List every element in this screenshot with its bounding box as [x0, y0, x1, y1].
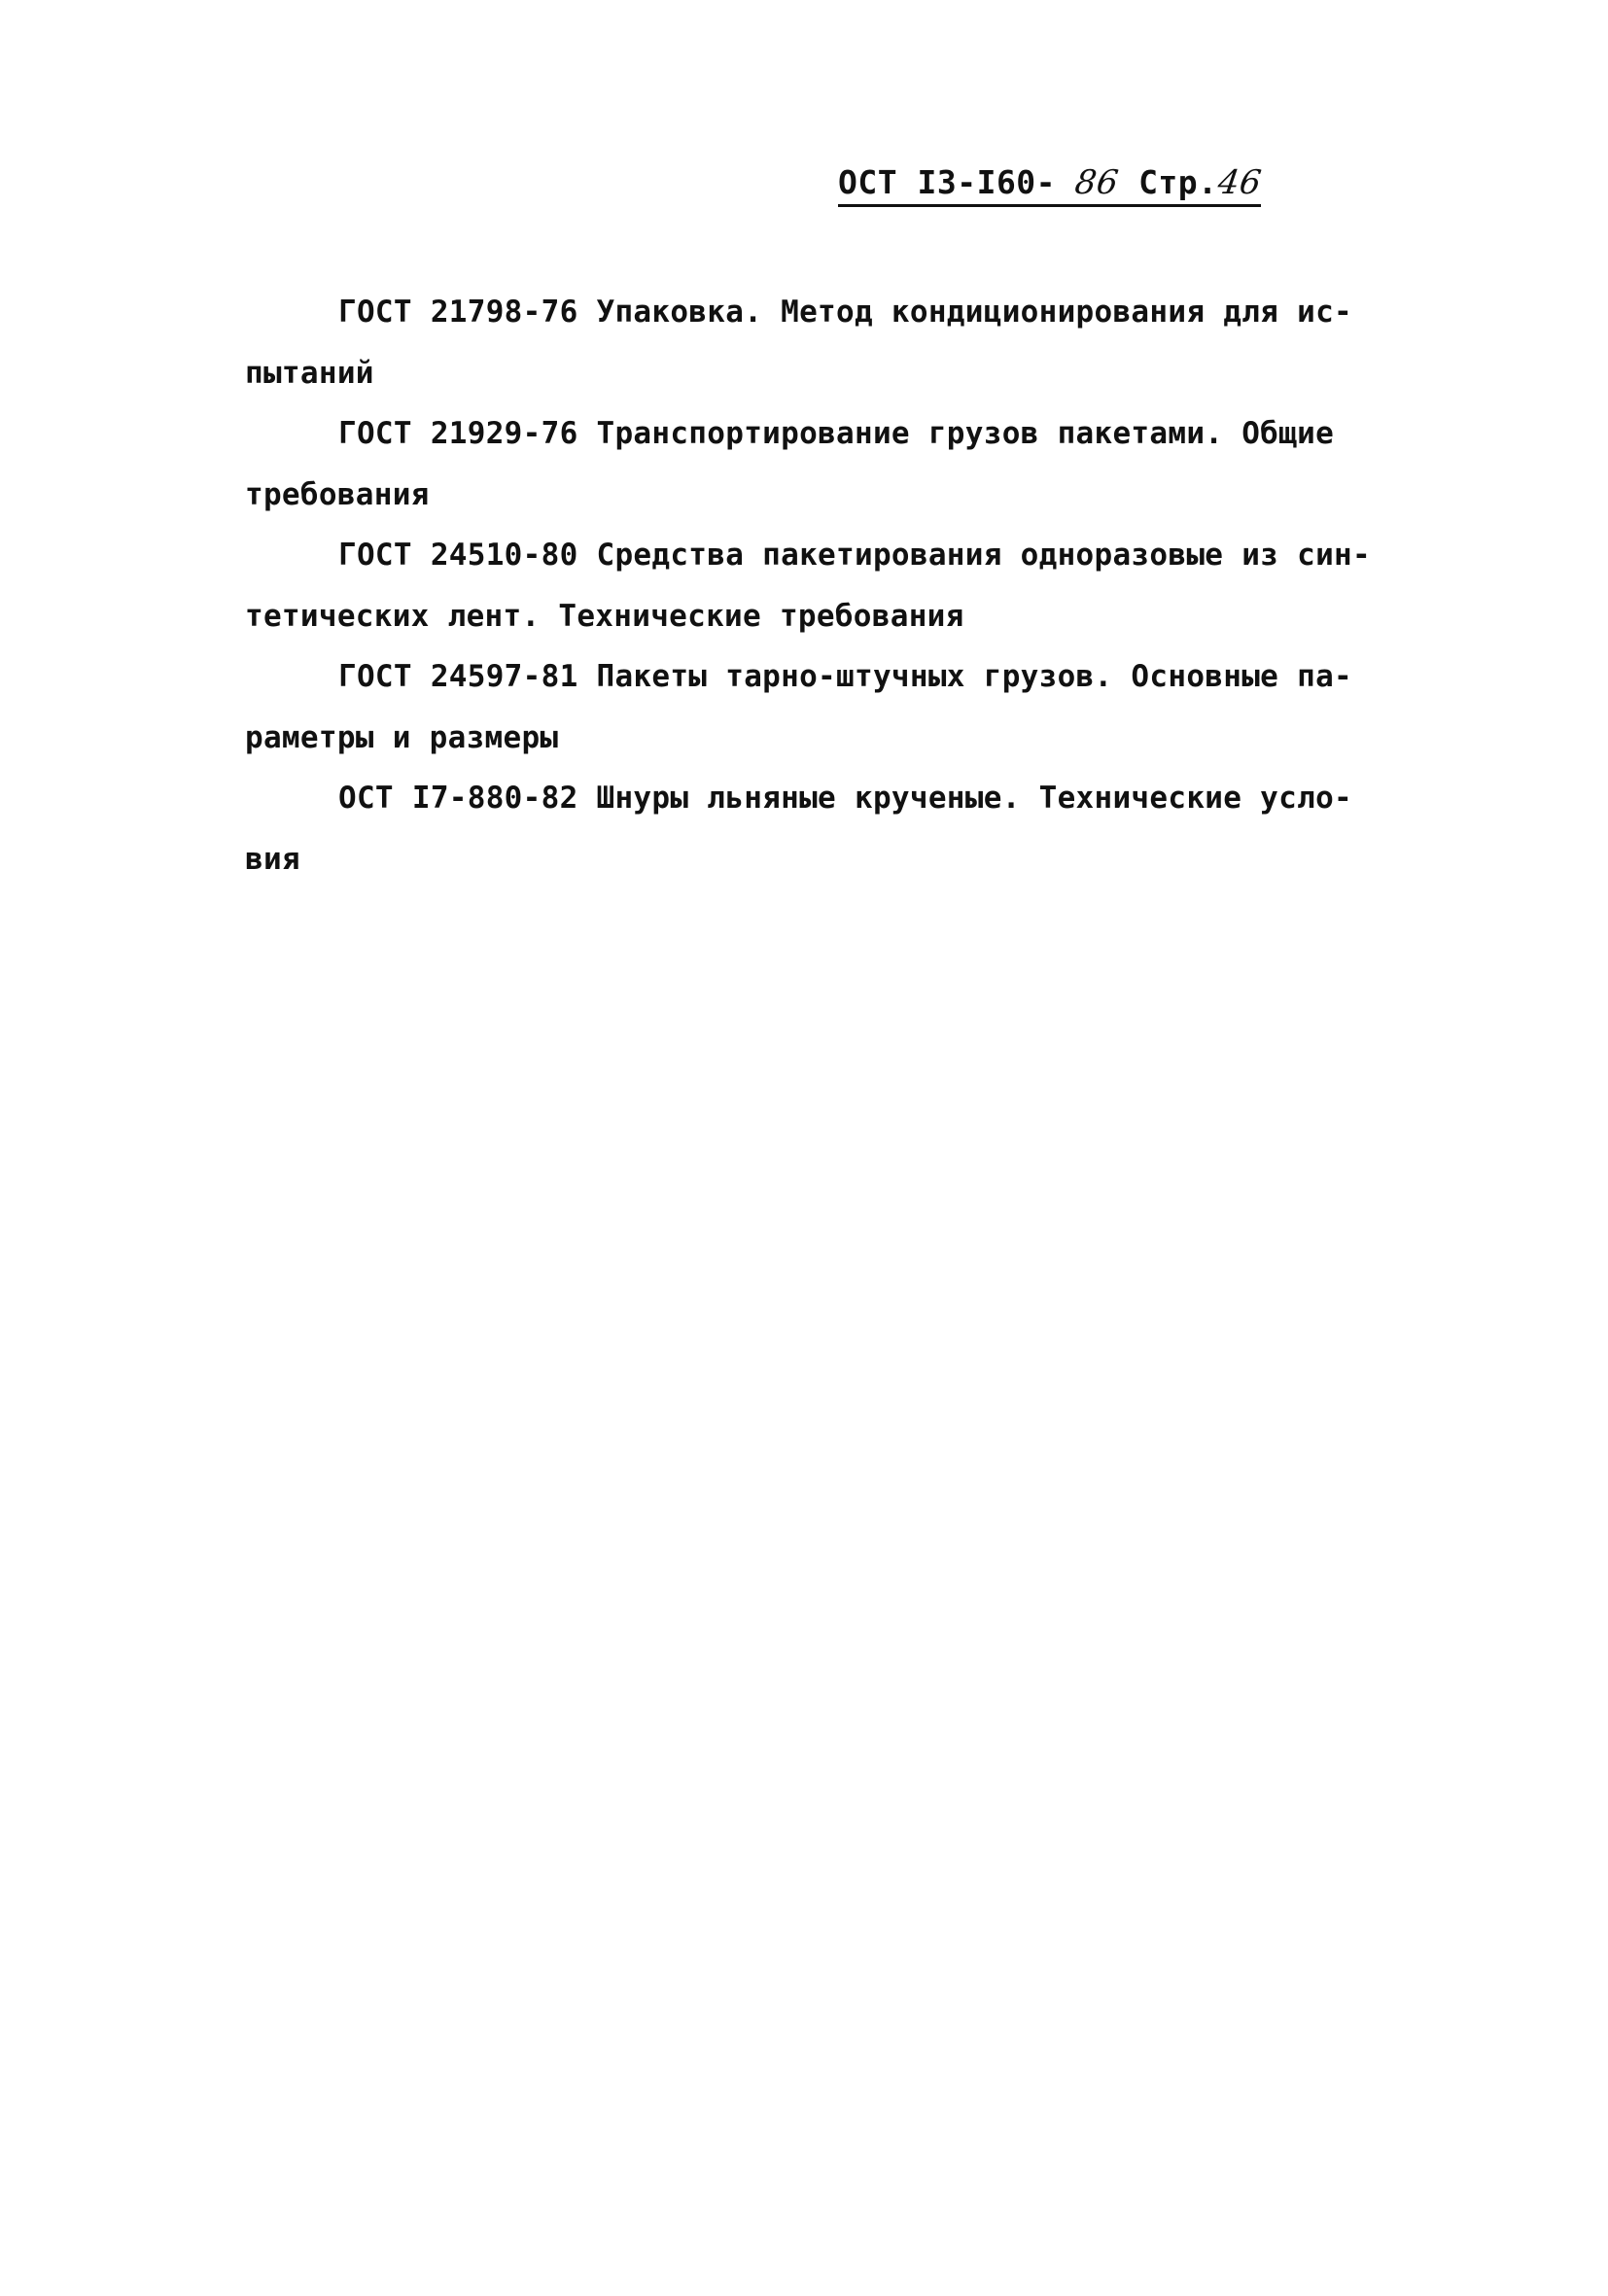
- reference-entry: [245, 646, 1373, 768]
- reference-line: ГОСТ 24510-80 Средства пакетирования одноразовые из син-: [338, 538, 1371, 573]
- reference-entry: [245, 403, 1373, 525]
- reference-line: ГОСТ 21929-76 Транспортирование грузов пакетами. Общие: [338, 416, 1335, 451]
- page-label: Стр.: [1138, 163, 1218, 201]
- document-code: ОСТ I3-I60-: [838, 163, 1057, 201]
- reference-line: ОСТ I7-880-82 Шнуры льняные крученые. Технические усло-: [338, 781, 1352, 816]
- reference-line: раметры и размеры: [245, 719, 559, 755]
- reference-line: тетических лент. Технические требования: [245, 598, 964, 634]
- reference-line: вия: [245, 841, 300, 877]
- reference-line: пытаний: [245, 355, 374, 391]
- reference-entry: [245, 282, 1373, 403]
- reference-entry: [245, 768, 1373, 889]
- reference-entry: [245, 525, 1373, 646]
- reference-line: ГОСТ 21798-76 Упаковка. Метод кондиционирования для ис-: [338, 295, 1352, 330]
- reference-line: требования: [245, 476, 430, 512]
- reference-list: [245, 282, 1373, 889]
- page-header: [838, 163, 1264, 207]
- reference-line: ГОСТ 24597-81 Пакеты тарно-штучных грузов. Основные па-: [338, 659, 1352, 694]
- handwritten-page-number: 46: [1214, 163, 1264, 202]
- handwritten-year: 86: [1072, 163, 1122, 202]
